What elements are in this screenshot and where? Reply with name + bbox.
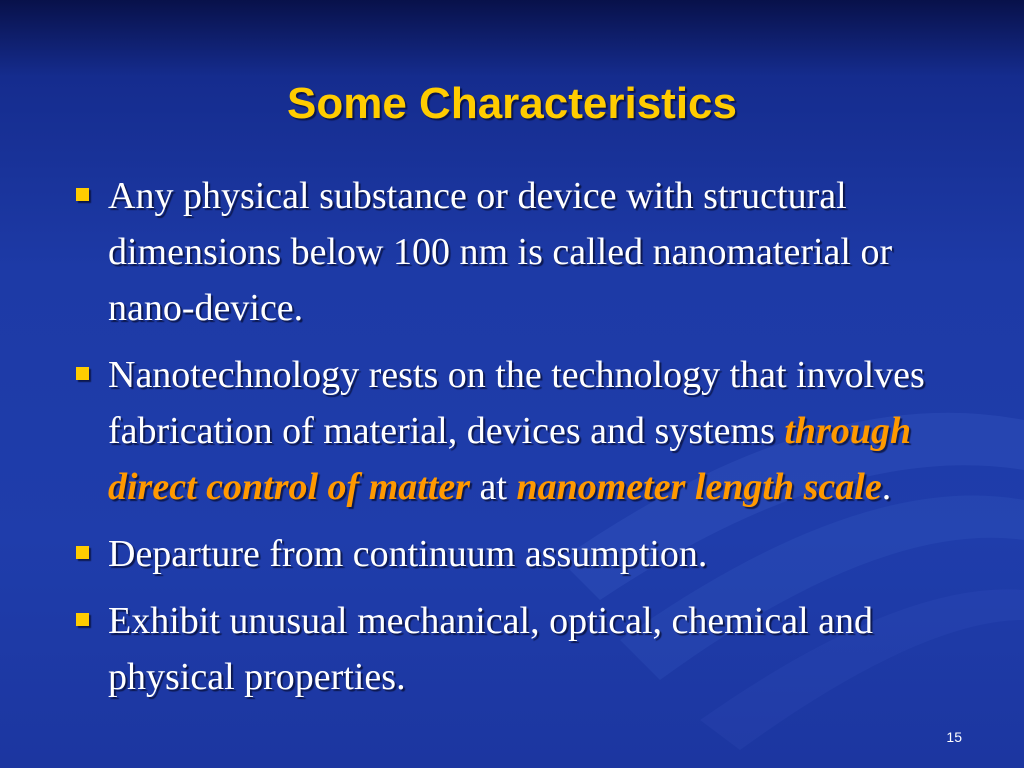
emphasis-text: nanometer length scale bbox=[516, 466, 882, 508]
slide-number: 15 bbox=[946, 729, 962, 745]
bullet-text: at bbox=[470, 466, 517, 508]
bullet-text: . bbox=[881, 466, 892, 508]
bullet-list bbox=[72, 168, 952, 716]
bullet-item bbox=[72, 168, 952, 336]
bullet-text: Any physical substance or device with structural dimensions below 100 nm is called nanomaterial or nano-device. bbox=[108, 175, 893, 329]
square-bullet-icon bbox=[76, 188, 89, 201]
bullet-text: Nanotechnology rests on the technology that involves fabrication of material, devices and systems bbox=[108, 354, 925, 452]
slide-title: Some Characteristics bbox=[287, 79, 737, 128]
square-bullet-icon bbox=[76, 546, 89, 559]
bullet-item bbox=[72, 347, 952, 515]
bullet-item bbox=[72, 526, 952, 582]
square-bullet-icon bbox=[76, 367, 89, 380]
bullet-item bbox=[72, 593, 952, 705]
emphasis-text: through direct control of matter bbox=[108, 410, 912, 508]
bullet-text: Exhibit unusual mechanical, optical, chemical and physical properties. bbox=[108, 600, 874, 698]
bullet-text: Departure from continuum assumption. bbox=[108, 533, 708, 575]
square-bullet-icon bbox=[76, 613, 89, 626]
